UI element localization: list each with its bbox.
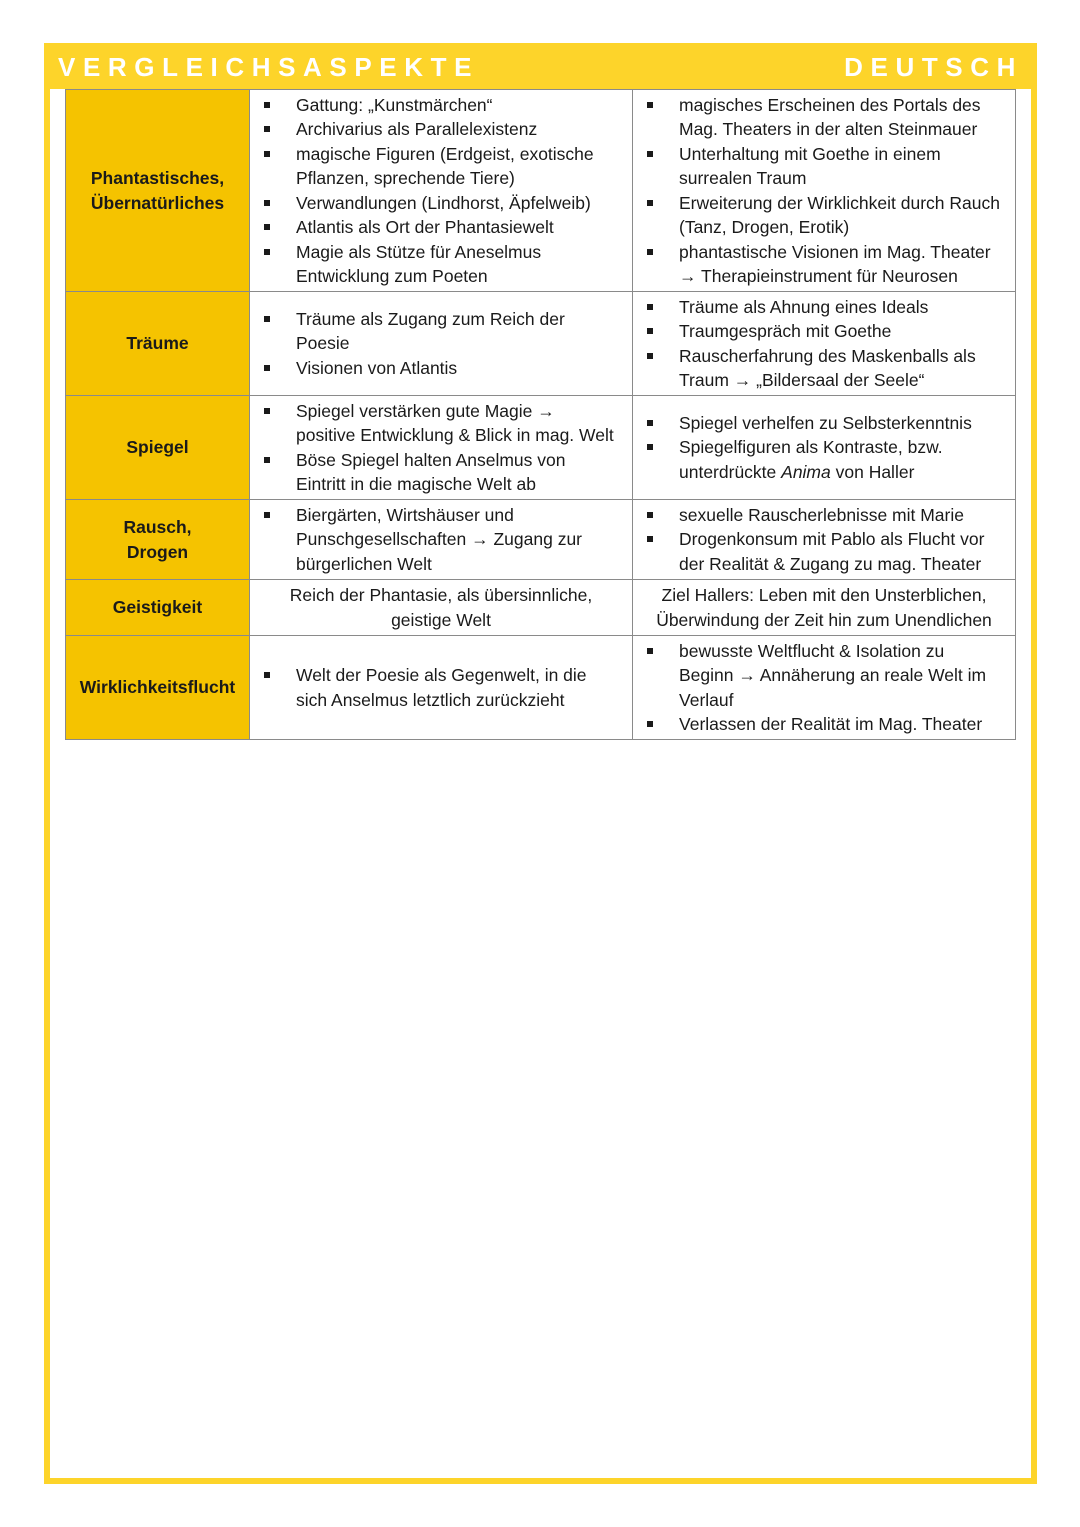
list-item: Spiegelfiguren als Kontraste, bzw. unterdrückte Anima von Haller <box>633 435 1015 484</box>
list-item: Atlantis als Ort der Phantasiewelt <box>250 215 632 240</box>
right-cell: Ziel Hallers: Leben mit den Unsterblichen, Überwindung der Zeit hin zum Unendlichen <box>633 580 1016 636</box>
table-row <box>66 292 1016 396</box>
list-item: Magie als Stütze für Aneselmus Entwicklung zum Poeten <box>250 240 632 289</box>
table-row <box>66 396 1016 500</box>
left-cell <box>250 636 633 740</box>
left-cell <box>250 500 633 580</box>
list-item: Archivarius als Parallelexistenz <box>250 117 632 142</box>
right-cell <box>633 500 1016 580</box>
list-item: Spiegel verstärken gute Magie → positive Entwicklung & Blick in mag. Welt <box>250 399 632 448</box>
list-item: bewusste Weltflucht & Isolation zu Beginn → Annäherung an reale Welt im Verlauf <box>633 639 1015 713</box>
row-label: Phantastisches, Übernatürliches <box>66 90 250 292</box>
left-cell <box>250 292 633 396</box>
left-cell: Reich der Phantasie, als übersinnliche, geistige Welt <box>250 580 633 636</box>
left-cell <box>250 396 633 500</box>
anima-line: unterdrückte Anima von Haller <box>679 461 915 482</box>
left-cell <box>250 90 633 292</box>
right-cell <box>633 396 1016 500</box>
list-item: Träume als Ahnung eines Ideals <box>633 295 1015 320</box>
list-item: Böse Spiegel halten Anselmus von Eintritt in die magische Welt ab <box>250 448 632 497</box>
list-item: Traumgespräch mit Goethe <box>633 319 1015 344</box>
list-item: Erweiterung der Wirklichkeit durch Rauch (Tanz, Drogen, Erotik) <box>633 191 1015 240</box>
right-cell <box>633 292 1016 396</box>
header-bar <box>44 43 1037 89</box>
list-item: Rauscherfahrung des Maskenballs als Traum → „Bildersaal der Seele“ <box>633 344 1015 393</box>
row-label: Geistigkeit <box>66 580 250 636</box>
table-row <box>66 90 1016 292</box>
right-cell <box>633 90 1016 292</box>
list-item: Welt der Poesie als Gegenwelt, in die sich Anselmus letztlich zurückzieht <box>250 663 632 712</box>
list-item: Biergärten, Wirtshäuser und Punschgesellschaften → Zugang zur bürgerlichen Welt <box>250 503 632 577</box>
list-item: Träume als Zugang zum Reich der Poesie <box>250 307 632 356</box>
header-subject: DEUTSCH <box>844 52 1023 82</box>
list-item: Visionen von Atlantis <box>250 356 632 381</box>
table-row <box>66 580 1016 636</box>
list-item: Spiegel verhelfen zu Selbsterkenntnis <box>633 411 1015 436</box>
row-label: Träume <box>66 292 250 396</box>
table-row <box>66 636 1016 740</box>
comparison-table <box>65 89 1016 740</box>
list-item: sexuelle Rauscherlebnisse mit Marie <box>633 503 1015 528</box>
list-item: magische Figuren (Erdgeist, exotische Pflanzen, sprechende Tiere) <box>250 142 632 191</box>
list-item: Gattung: „Kunstmärchen“ <box>250 93 632 118</box>
list-item: Drogenkonsum mit Pablo als Flucht vor der Realität & Zugang zu mag. Theater <box>633 527 1015 576</box>
header-title: VERGLEICHSASPEKTE <box>58 52 480 82</box>
row-label: Wirklichkeitsflucht <box>66 636 250 740</box>
row-label: Rausch, Drogen <box>66 500 250 580</box>
list-item: Unterhaltung mit Goethe in einem surrealen Traum <box>633 142 1015 191</box>
list-item: Verwandlungen (Lindhorst, Äpfelweib) <box>250 191 632 216</box>
list-item: phantastische Visionen im Mag. Theater → Therapieinstrument für Neurosen <box>633 240 1015 289</box>
row-label: Spiegel <box>66 396 250 500</box>
list-item: Verlassen der Realität im Mag. Theater <box>633 712 1015 737</box>
right-cell <box>633 636 1016 740</box>
list-item: magisches Erscheinen des Portals des Mag. Theaters in der alten Steinmauer <box>633 93 1015 142</box>
table-row <box>66 500 1016 580</box>
